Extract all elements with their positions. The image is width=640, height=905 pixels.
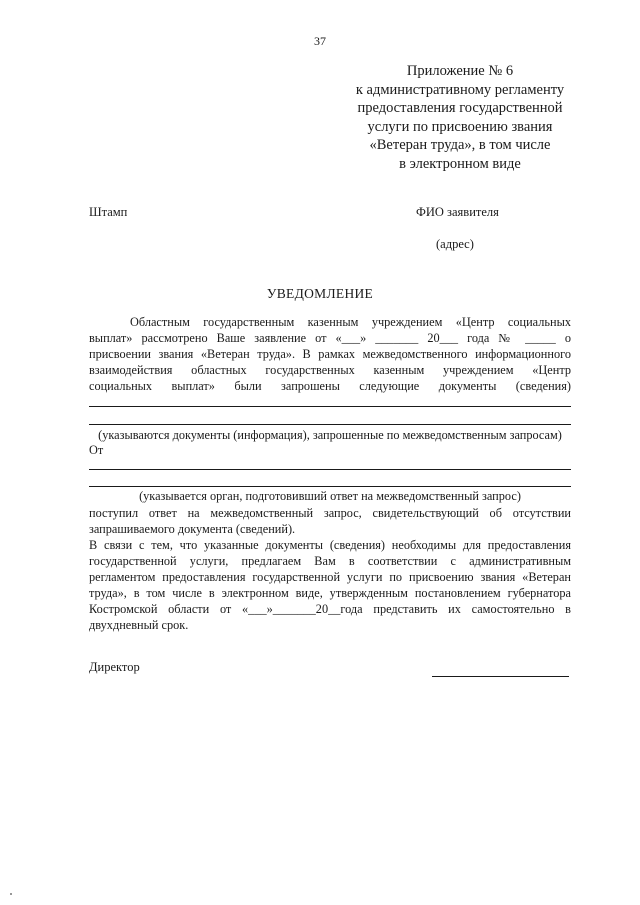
- paragraph-line: присвоении звания «Ветеран труда». В рамках межведомственного информационного: [89, 347, 571, 361]
- paragraph-line: труда», в том числе в электронном виде, утвержденным постановлением губернатора: [89, 586, 571, 600]
- document-title: УВЕДОМЛЕНИЕ: [266, 286, 374, 301]
- documents-blank-line: [89, 406, 571, 407]
- paragraph-line: Костромской области от «___»_______20__года представить их самостоятельно в: [89, 602, 571, 616]
- appendix-line: предоставления государственной: [357, 100, 563, 116]
- documents-caption: (указываются документы (информация), запрошенные по межведомственным запросам): [98, 428, 562, 442]
- paragraph-line: поступил ответ на межведомственный запрос, свидетельствующий об отсутствии: [89, 506, 571, 520]
- paragraph-line: В связи с тем, что указанные документы (сведения) необходимы для предоставления: [89, 538, 571, 552]
- paragraph-line: двухдневный срок.: [89, 618, 189, 632]
- paragraph-line: запрашиваемого документа (сведений).: [89, 522, 296, 536]
- paragraph-line: Областным государственным казенным учреждением «Центр социальных: [130, 315, 571, 329]
- paragraph-line: выплат» рассмотрено Ваше заявление от «___» _______ 20___ года № _____ о: [89, 331, 571, 345]
- appendix-header: [340, 62, 580, 173]
- paragraph-line: регламентом предоставления государственной услуги по присвоению звания «Ветеран: [89, 570, 571, 584]
- organ-blank-line: [89, 469, 571, 470]
- appendix-line: «Ветеран труда», в том числе: [369, 137, 551, 153]
- appendix-line: услуги по присвоению звания: [367, 118, 553, 135]
- appendix-line: Приложение № 6: [406, 63, 514, 79]
- applicant-address-label: (адрес): [436, 237, 474, 251]
- stamp-label: Штамп: [89, 205, 128, 219]
- director-label: Директор: [89, 660, 140, 674]
- documents-blank-line: [89, 424, 571, 425]
- from-label: От: [89, 443, 104, 457]
- page-number: 37: [314, 34, 326, 48]
- organ-blank-line: [89, 486, 571, 487]
- appendix-line: к административному регламенту: [355, 81, 565, 98]
- organ-caption: (указывается орган, подготовивший ответ на межведомственный запрос): [139, 489, 521, 503]
- paragraph-line: взаимодействия областных государственных казенным учреждением «Центр: [89, 363, 571, 377]
- scan-speck: [10, 893, 12, 895]
- signature-line: [432, 676, 569, 677]
- paragraph-line: государственной услуги, предлагаем Вам в соответствии с административным: [89, 554, 571, 568]
- applicant-name-label: ФИО заявителя: [416, 205, 499, 219]
- paragraph-line: социальных выплат» были запрошены следующие документы (сведения): [89, 379, 571, 393]
- appendix-line: в электронном виде: [399, 155, 521, 172]
